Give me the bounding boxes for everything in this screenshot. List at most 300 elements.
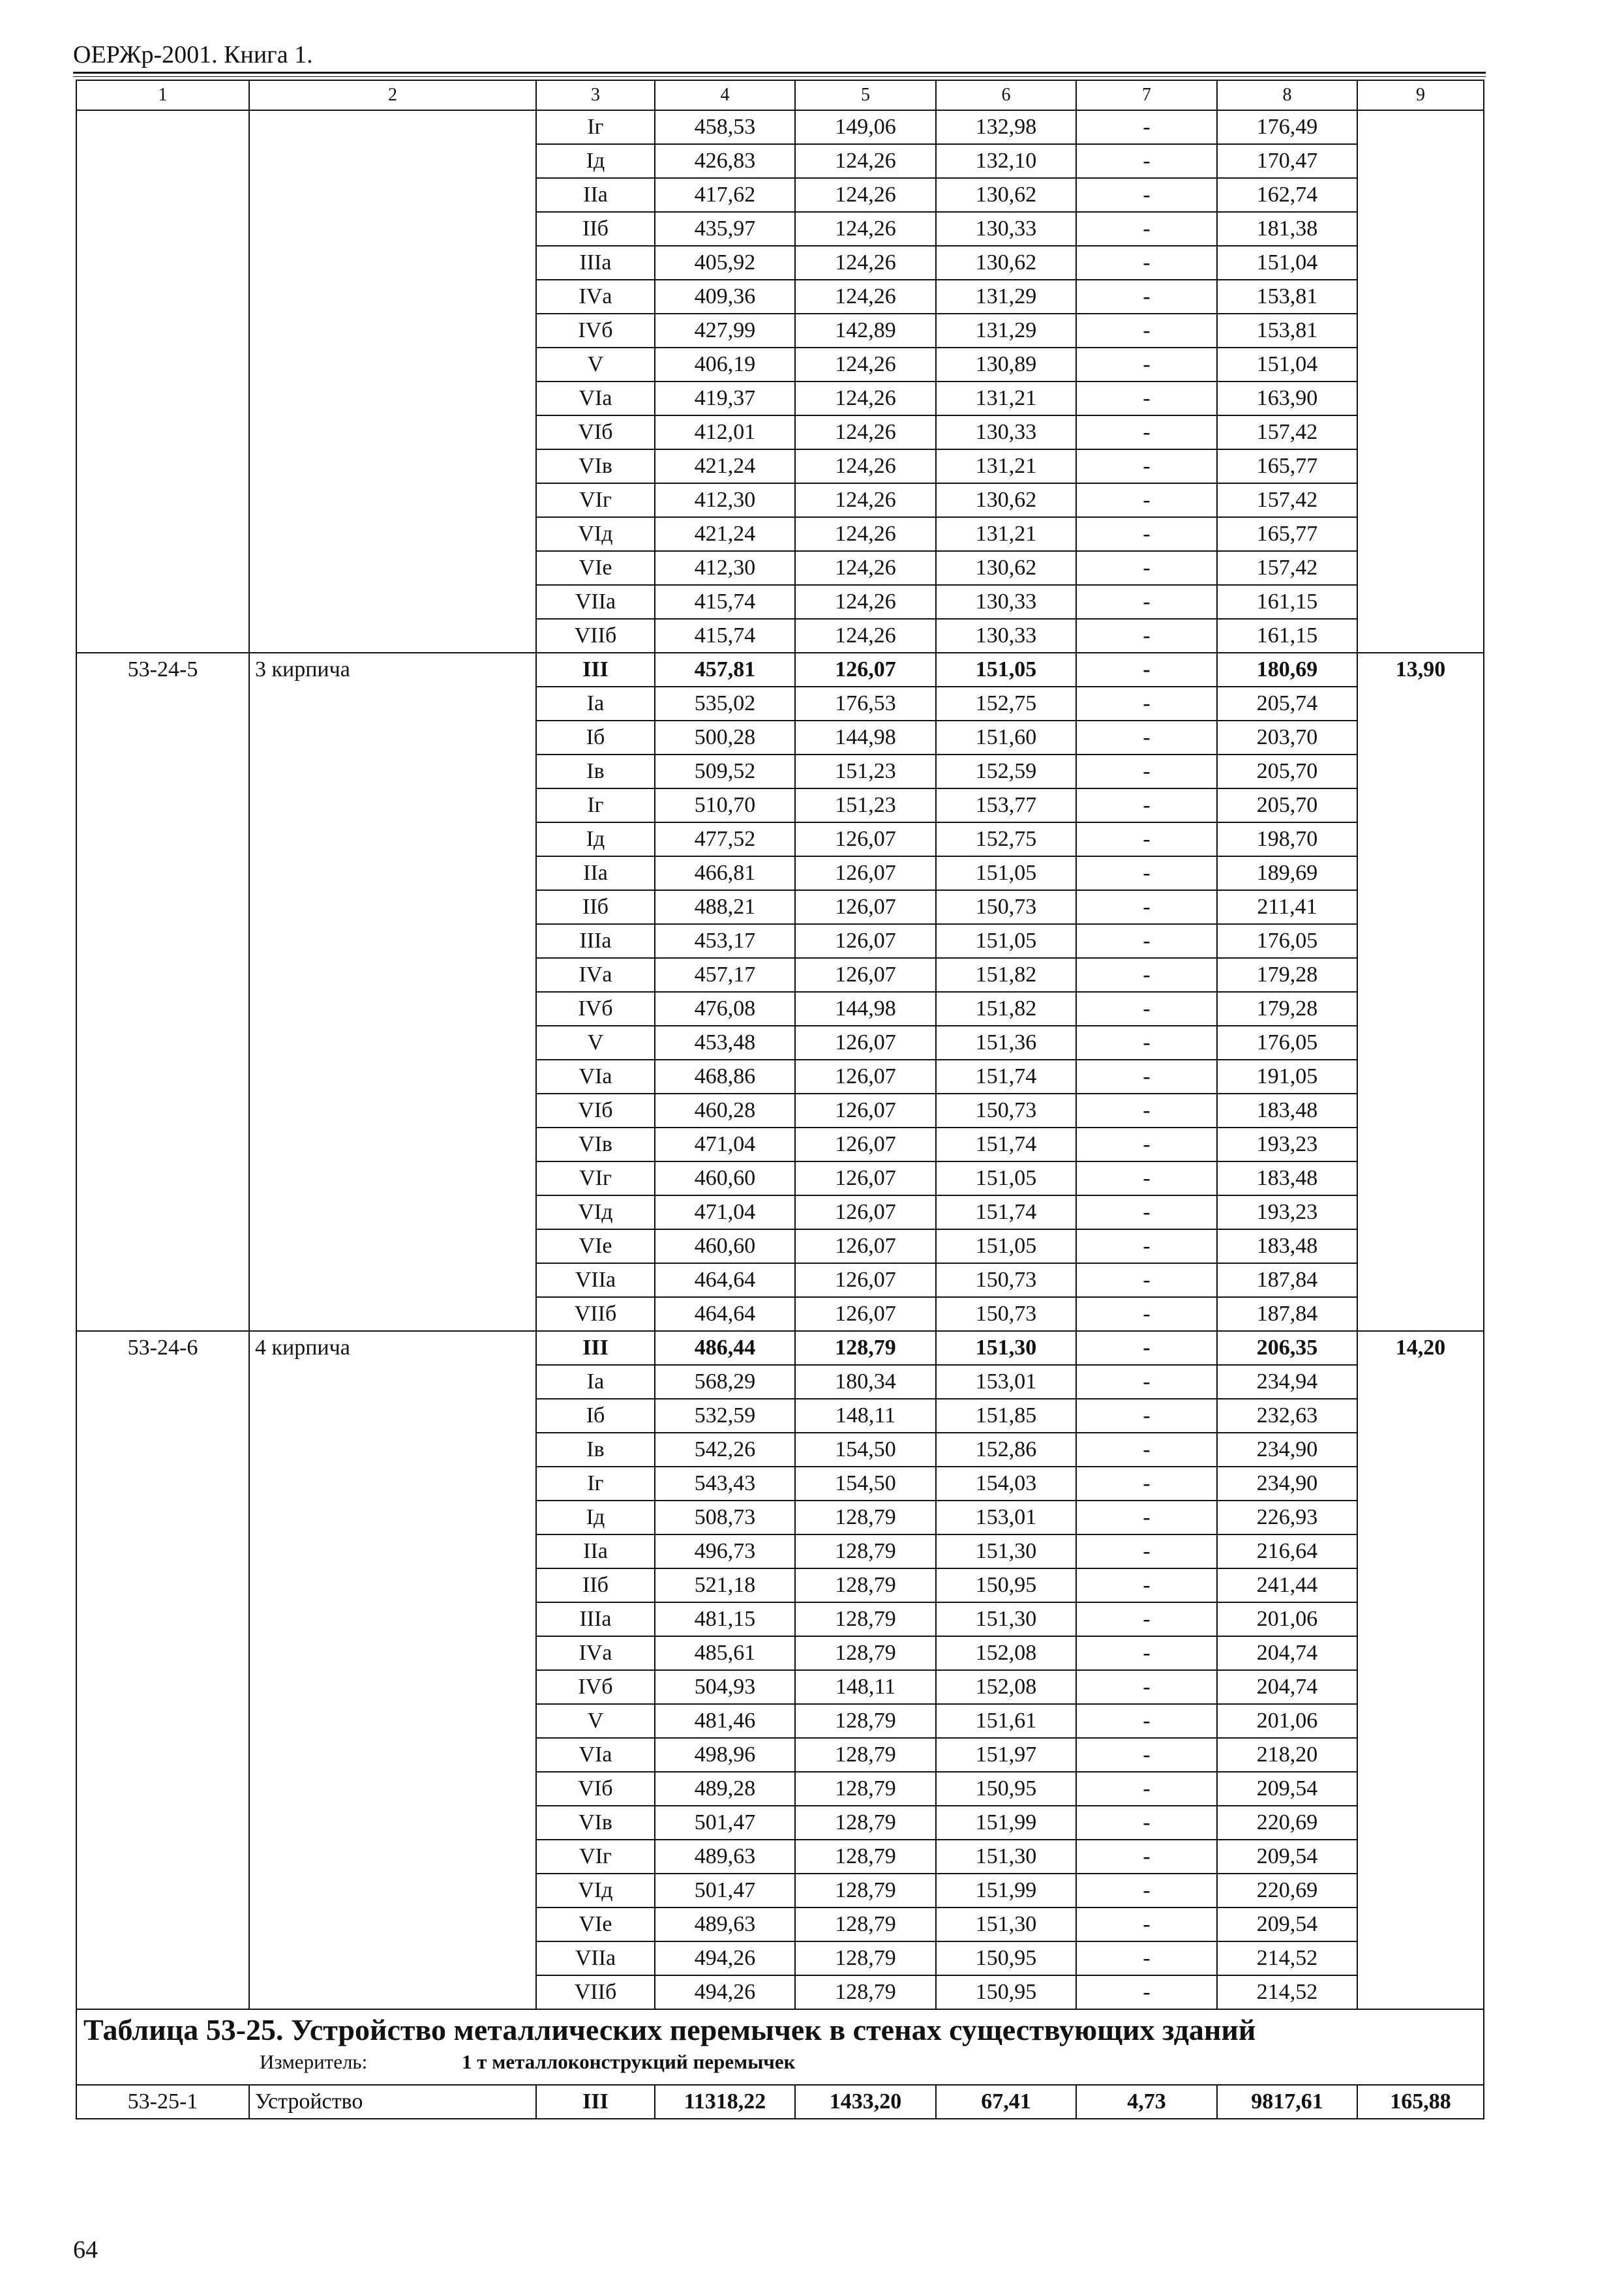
- rate-col9: 13,90: [1357, 653, 1484, 1331]
- page-number: 64: [73, 2236, 98, 2264]
- value-col4: 543,43: [655, 1467, 795, 1501]
- region-cell: VIIа: [536, 585, 655, 619]
- value-col4: 460,60: [655, 1161, 795, 1195]
- value-col5: 144,98: [795, 721, 936, 755]
- value-col8: 209,54: [1217, 1772, 1357, 1806]
- value-col5: 149,06: [795, 110, 936, 144]
- value-col7: -: [1076, 585, 1217, 619]
- meter-label: Измеритель:: [260, 2050, 368, 2073]
- value-col7: -: [1076, 551, 1217, 585]
- value-col4: 477,52: [655, 822, 795, 856]
- value-col6: 151,36: [936, 1026, 1076, 1060]
- value-col5: 126,07: [795, 958, 936, 992]
- value-col7: -: [1076, 1534, 1217, 1568]
- value-col5: 154,50: [795, 1467, 936, 1501]
- value-col6: 152,75: [936, 687, 1076, 721]
- value-col6: 130,33: [936, 415, 1076, 449]
- value-col5: 124,26: [795, 483, 936, 517]
- column-number: 3: [536, 80, 655, 110]
- rates-table-wrap: [76, 80, 1484, 2119]
- value-col4: 405,92: [655, 246, 795, 280]
- value-col8: 187,84: [1217, 1263, 1357, 1297]
- value-col4: 435,97: [655, 212, 795, 246]
- value-col4: 508,73: [655, 1501, 795, 1534]
- region-cell: IVб: [536, 992, 655, 1026]
- value-col8: 165,77: [1217, 449, 1357, 483]
- value-col6: 154,03: [936, 1467, 1076, 1501]
- value-col6: 131,21: [936, 449, 1076, 483]
- value-col6: 132,98: [936, 110, 1076, 144]
- value-col5: 124,26: [795, 585, 936, 619]
- value-col5: 180,34: [795, 1365, 936, 1399]
- value-col7: -: [1076, 924, 1217, 958]
- value-col5: 128,79: [795, 1534, 936, 1568]
- region-cell: IVб: [536, 1670, 655, 1704]
- value-col5: 128,79: [795, 1738, 936, 1772]
- value-col8: 157,42: [1217, 551, 1357, 585]
- value-col6: 151,05: [936, 653, 1076, 687]
- value-col6: 130,62: [936, 246, 1076, 280]
- value-col7: -: [1076, 1670, 1217, 1704]
- region-cell: Iв: [536, 755, 655, 788]
- row-value-col4: 11318,22: [655, 2085, 795, 2119]
- region-cell: IIб: [536, 890, 655, 924]
- table-row: [76, 110, 1484, 144]
- value-col5: 124,26: [795, 246, 936, 280]
- value-col4: 426,83: [655, 144, 795, 178]
- value-col4: 412,30: [655, 483, 795, 517]
- value-col4: 476,08: [655, 992, 795, 1026]
- value-col8: 153,81: [1217, 314, 1357, 348]
- region-cell: VIв: [536, 1806, 655, 1840]
- value-col8: 214,52: [1217, 1975, 1357, 2009]
- table-53-25-title: Таблица 53-25. Устройство металлических перемычек в стенах существующих зданий: [83, 2013, 1256, 2046]
- region-cell: VIг: [536, 1161, 655, 1195]
- region-cell: IIб: [536, 1568, 655, 1602]
- value-col6: 130,62: [936, 551, 1076, 585]
- value-col4: 489,63: [655, 1840, 795, 1874]
- value-col8: 163,90: [1217, 382, 1357, 415]
- value-col4: 504,93: [655, 1670, 795, 1704]
- table-row: [76, 1331, 1484, 1365]
- region-cell: IIIа: [536, 1602, 655, 1636]
- value-col6: 151,30: [936, 1840, 1076, 1874]
- value-col6: 150,73: [936, 1094, 1076, 1128]
- region-cell: VIIб: [536, 619, 655, 653]
- value-col8: 232,63: [1217, 1399, 1357, 1433]
- value-col8: 201,06: [1217, 1704, 1357, 1738]
- value-col4: 406,19: [655, 348, 795, 382]
- value-col8: 211,41: [1217, 890, 1357, 924]
- value-col5: 126,07: [795, 1263, 936, 1297]
- table-53-25-title-cell: [76, 2009, 1484, 2085]
- value-col6: 151,85: [936, 1399, 1076, 1433]
- value-col5: 124,26: [795, 178, 936, 212]
- value-col4: 489,28: [655, 1772, 795, 1806]
- region-cell: IVб: [536, 314, 655, 348]
- column-number: 8: [1217, 80, 1357, 110]
- value-col4: 500,28: [655, 721, 795, 755]
- value-col6: 130,62: [936, 483, 1076, 517]
- value-col6: 151,97: [936, 1738, 1076, 1772]
- value-col5: 126,07: [795, 1297, 936, 1331]
- value-col4: 496,73: [655, 1534, 795, 1568]
- value-col6: 153,01: [936, 1501, 1076, 1534]
- value-col4: 460,28: [655, 1094, 795, 1128]
- column-number: 2: [249, 80, 536, 110]
- value-col5: 124,26: [795, 551, 936, 585]
- value-col7: -: [1076, 619, 1217, 653]
- value-col4: 415,74: [655, 585, 795, 619]
- value-col5: 128,79: [795, 1840, 936, 1874]
- value-col8: 226,93: [1217, 1501, 1357, 1534]
- region-cell: Iб: [536, 721, 655, 755]
- value-col6: 150,95: [936, 1568, 1076, 1602]
- value-col8: 165,77: [1217, 517, 1357, 551]
- value-col8: 205,70: [1217, 788, 1357, 822]
- region-cell: IIб: [536, 212, 655, 246]
- value-col8: 179,28: [1217, 992, 1357, 1026]
- value-col6: 151,82: [936, 958, 1076, 992]
- value-col5: 126,07: [795, 1060, 936, 1094]
- value-col8: 176,05: [1217, 924, 1357, 958]
- value-col6: 131,29: [936, 280, 1076, 314]
- value-col7: -: [1076, 1975, 1217, 2009]
- value-col5: 126,07: [795, 822, 936, 856]
- region-cell: V: [536, 1704, 655, 1738]
- region-cell: IVа: [536, 1636, 655, 1670]
- value-col6: 152,59: [936, 755, 1076, 788]
- region-cell: IIIа: [536, 246, 655, 280]
- value-col4: 532,59: [655, 1399, 795, 1433]
- value-col8: 151,04: [1217, 348, 1357, 382]
- value-col5: 128,79: [795, 1941, 936, 1975]
- row-value-col5: 1433,20: [795, 2085, 936, 2119]
- value-col7: -: [1076, 314, 1217, 348]
- value-col7: -: [1076, 1568, 1217, 1602]
- value-col8: 193,23: [1217, 1195, 1357, 1229]
- value-col8: 234,90: [1217, 1433, 1357, 1467]
- rate-code: 53-24-6: [76, 1331, 249, 2009]
- value-col5: 124,26: [795, 280, 936, 314]
- value-col4: 457,81: [655, 653, 795, 687]
- value-col5: 126,07: [795, 653, 936, 687]
- value-col7: -: [1076, 1297, 1217, 1331]
- value-col4: 419,37: [655, 382, 795, 415]
- value-col8: 151,04: [1217, 246, 1357, 280]
- value-col8: 187,84: [1217, 1297, 1357, 1331]
- value-col8: 198,70: [1217, 822, 1357, 856]
- region-cell: VIб: [536, 1094, 655, 1128]
- value-col8: 220,69: [1217, 1874, 1357, 1908]
- region-cell: V: [536, 348, 655, 382]
- value-col6: 151,82: [936, 992, 1076, 1026]
- value-col7: -: [1076, 1365, 1217, 1399]
- value-col4: 535,02: [655, 687, 795, 721]
- value-col4: 421,24: [655, 517, 795, 551]
- value-col7: -: [1076, 687, 1217, 721]
- value-col7: -: [1076, 178, 1217, 212]
- value-col6: 151,30: [936, 1331, 1076, 1365]
- value-col7: -: [1076, 755, 1217, 788]
- header-rule-thin: [73, 76, 1486, 77]
- value-col8: 180,69: [1217, 653, 1357, 687]
- value-col5: 126,07: [795, 1094, 936, 1128]
- value-col6: 151,74: [936, 1060, 1076, 1094]
- value-col8: 153,81: [1217, 280, 1357, 314]
- value-col8: 204,74: [1217, 1636, 1357, 1670]
- value-col7: -: [1076, 1806, 1217, 1840]
- value-col7: -: [1076, 788, 1217, 822]
- value-col5: 176,53: [795, 687, 936, 721]
- value-col6: 153,77: [936, 788, 1076, 822]
- region-cell: VIа: [536, 382, 655, 415]
- value-col7: -: [1076, 110, 1217, 144]
- value-col5: 124,26: [795, 415, 936, 449]
- value-col7: -: [1076, 1874, 1217, 1908]
- value-col7: -: [1076, 1941, 1217, 1975]
- value-col7: -: [1076, 653, 1217, 687]
- value-col8: 161,15: [1217, 585, 1357, 619]
- value-col4: 498,96: [655, 1738, 795, 1772]
- region-cell: VIб: [536, 1772, 655, 1806]
- value-col7: -: [1076, 1602, 1217, 1636]
- value-col6: 150,95: [936, 1772, 1076, 1806]
- table-53-25-body: [76, 2009, 1484, 2119]
- value-col6: 151,99: [936, 1874, 1076, 1908]
- value-col8: 209,54: [1217, 1908, 1357, 1941]
- value-col6: 150,95: [936, 1975, 1076, 2009]
- column-number: 6: [936, 80, 1076, 110]
- value-col4: 485,61: [655, 1636, 795, 1670]
- value-col5: 124,26: [795, 348, 936, 382]
- value-col4: 494,26: [655, 1941, 795, 1975]
- value-col5: 126,07: [795, 1026, 936, 1060]
- value-col4: 521,18: [655, 1568, 795, 1602]
- value-col8: 181,38: [1217, 212, 1357, 246]
- value-col4: 568,29: [655, 1365, 795, 1399]
- region-cell: VIIа: [536, 1941, 655, 1975]
- region-cell: VIе: [536, 551, 655, 585]
- value-col7: -: [1076, 1060, 1217, 1094]
- column-number: 4: [655, 80, 795, 110]
- region-cell: IIа: [536, 856, 655, 890]
- value-col5: 124,26: [795, 517, 936, 551]
- value-col7: -: [1076, 1263, 1217, 1297]
- rates-table-body: [76, 80, 1484, 2009]
- value-col6: 150,73: [936, 1297, 1076, 1331]
- value-col7: -: [1076, 1229, 1217, 1263]
- value-col8: 216,64: [1217, 1534, 1357, 1568]
- value-col8: 234,90: [1217, 1467, 1357, 1501]
- row-value-col9: 165,88: [1357, 2085, 1484, 2119]
- value-col7: -: [1076, 1161, 1217, 1195]
- value-col5: 128,79: [795, 1772, 936, 1806]
- value-col5: 151,23: [795, 788, 936, 822]
- value-col5: 128,79: [795, 1874, 936, 1908]
- value-col6: 152,86: [936, 1433, 1076, 1467]
- value-col8: 205,70: [1217, 755, 1357, 788]
- value-col7: -: [1076, 246, 1217, 280]
- value-col7: -: [1076, 280, 1217, 314]
- value-col4: 453,48: [655, 1026, 795, 1060]
- region-cell: Iа: [536, 687, 655, 721]
- rate-name: 3 кирпича: [249, 653, 536, 1331]
- value-col5: 126,07: [795, 856, 936, 890]
- value-col6: 151,05: [936, 924, 1076, 958]
- value-col8: 157,42: [1217, 415, 1357, 449]
- rates-table: [76, 80, 1484, 2119]
- region-cell: Iд: [536, 144, 655, 178]
- value-col4: 466,81: [655, 856, 795, 890]
- table-53-25-title-row: [76, 2009, 1484, 2085]
- value-col5: 128,79: [795, 1704, 936, 1738]
- value-col8: 183,48: [1217, 1229, 1357, 1263]
- value-col5: 124,26: [795, 382, 936, 415]
- value-col5: 126,07: [795, 1195, 936, 1229]
- region-cell: Iг: [536, 788, 655, 822]
- table-row: [76, 653, 1484, 687]
- value-col4: 458,53: [655, 110, 795, 144]
- value-col8: 176,05: [1217, 1026, 1357, 1060]
- value-col6: 130,33: [936, 212, 1076, 246]
- rate-name: [249, 110, 536, 653]
- value-col6: 130,33: [936, 585, 1076, 619]
- value-col8: 201,06: [1217, 1602, 1357, 1636]
- value-col7: -: [1076, 1467, 1217, 1501]
- rate-col9: 14,20: [1357, 1331, 1484, 2009]
- value-col4: 481,15: [655, 1602, 795, 1636]
- value-col8: 157,42: [1217, 483, 1357, 517]
- value-col6: 151,05: [936, 1229, 1076, 1263]
- value-col5: 124,26: [795, 619, 936, 653]
- value-col5: 124,26: [795, 212, 936, 246]
- value-col8: 193,23: [1217, 1128, 1357, 1161]
- rate-code: [76, 110, 249, 653]
- value-col6: 151,30: [936, 1534, 1076, 1568]
- region-cell: VIе: [536, 1229, 655, 1263]
- value-col8: 209,54: [1217, 1840, 1357, 1874]
- value-col4: 409,36: [655, 280, 795, 314]
- region-cell: VIд: [536, 1195, 655, 1229]
- region-cell: Iб: [536, 1399, 655, 1433]
- value-col8: 179,28: [1217, 958, 1357, 992]
- region-cell: Iв: [536, 1433, 655, 1467]
- value-col4: 412,30: [655, 551, 795, 585]
- region-cell: IIIа: [536, 924, 655, 958]
- value-col7: -: [1076, 1636, 1217, 1670]
- value-col4: 501,47: [655, 1806, 795, 1840]
- rate-code: 53-24-5: [76, 653, 249, 1331]
- region-cell: VIб: [536, 415, 655, 449]
- value-col5: 128,79: [795, 1908, 936, 1941]
- row-region: III: [536, 2085, 655, 2119]
- value-col7: -: [1076, 822, 1217, 856]
- value-col8: 218,20: [1217, 1738, 1357, 1772]
- value-col7: -: [1076, 144, 1217, 178]
- value-col5: 154,50: [795, 1433, 936, 1467]
- value-col8: 189,69: [1217, 856, 1357, 890]
- value-col5: 128,79: [795, 1806, 936, 1840]
- rate-name: 4 кирпича: [249, 1331, 536, 2009]
- region-cell: VIг: [536, 1840, 655, 1874]
- value-col7: -: [1076, 1772, 1217, 1806]
- value-col6: 130,89: [936, 348, 1076, 382]
- value-col7: -: [1076, 721, 1217, 755]
- value-col5: 126,07: [795, 1229, 936, 1263]
- region-cell: Iа: [536, 1365, 655, 1399]
- region-cell: IIа: [536, 178, 655, 212]
- value-col5: 126,07: [795, 924, 936, 958]
- value-col5: 126,07: [795, 1161, 936, 1195]
- value-col4: 427,99: [655, 314, 795, 348]
- value-col8: 203,70: [1217, 721, 1357, 755]
- value-col5: 128,79: [795, 1331, 936, 1365]
- value-col6: 151,05: [936, 856, 1076, 890]
- column-number: 7: [1076, 80, 1217, 110]
- region-cell: VIа: [536, 1060, 655, 1094]
- value-col7: -: [1076, 1501, 1217, 1534]
- value-col6: 151,30: [936, 1602, 1076, 1636]
- column-number: 1: [76, 80, 249, 110]
- value-col4: 486,44: [655, 1331, 795, 1365]
- value-col8: 241,44: [1217, 1568, 1357, 1602]
- region-cell: III: [536, 1331, 655, 1365]
- value-col7: -: [1076, 1738, 1217, 1772]
- region-cell: VIе: [536, 1908, 655, 1941]
- value-col6: 152,08: [936, 1670, 1076, 1704]
- column-number-row: [76, 80, 1484, 110]
- region-cell: IVа: [536, 280, 655, 314]
- header-rule: [73, 72, 1486, 74]
- value-col5: 128,79: [795, 1975, 936, 2009]
- value-col8: 183,48: [1217, 1161, 1357, 1195]
- row-value-col7: 4,73: [1076, 2085, 1217, 2119]
- region-cell: VIд: [536, 1874, 655, 1908]
- value-col6: 130,62: [936, 178, 1076, 212]
- value-col8: 170,47: [1217, 144, 1357, 178]
- value-col6: 131,21: [936, 517, 1076, 551]
- row-code: 53-25-1: [76, 2085, 249, 2119]
- value-col7: -: [1076, 1094, 1217, 1128]
- value-col4: 412,01: [655, 415, 795, 449]
- value-col8: 161,15: [1217, 619, 1357, 653]
- value-col4: 415,74: [655, 619, 795, 653]
- value-col4: 457,17: [655, 958, 795, 992]
- value-col8: 162,74: [1217, 178, 1357, 212]
- value-col7: -: [1076, 1195, 1217, 1229]
- column-number: 9: [1357, 80, 1484, 110]
- value-col7: -: [1076, 415, 1217, 449]
- value-col7: -: [1076, 1399, 1217, 1433]
- value-col5: 128,79: [795, 1568, 936, 1602]
- value-col7: -: [1076, 1331, 1217, 1365]
- region-cell: VIв: [536, 449, 655, 483]
- region-cell: Iд: [536, 822, 655, 856]
- row-value-col6: 67,41: [936, 2085, 1076, 2119]
- value-col6: 152,08: [936, 1636, 1076, 1670]
- value-col6: 131,29: [936, 314, 1076, 348]
- value-col5: 124,26: [795, 144, 936, 178]
- region-cell: VIIб: [536, 1975, 655, 2009]
- meter-value: 1 т металлоконструкций перемычек: [462, 2050, 796, 2073]
- value-col6: 151,60: [936, 721, 1076, 755]
- value-col8: 214,52: [1217, 1941, 1357, 1975]
- value-col6: 151,74: [936, 1128, 1076, 1161]
- value-col7: -: [1076, 1026, 1217, 1060]
- column-number: 5: [795, 80, 936, 110]
- value-col4: 542,26: [655, 1433, 795, 1467]
